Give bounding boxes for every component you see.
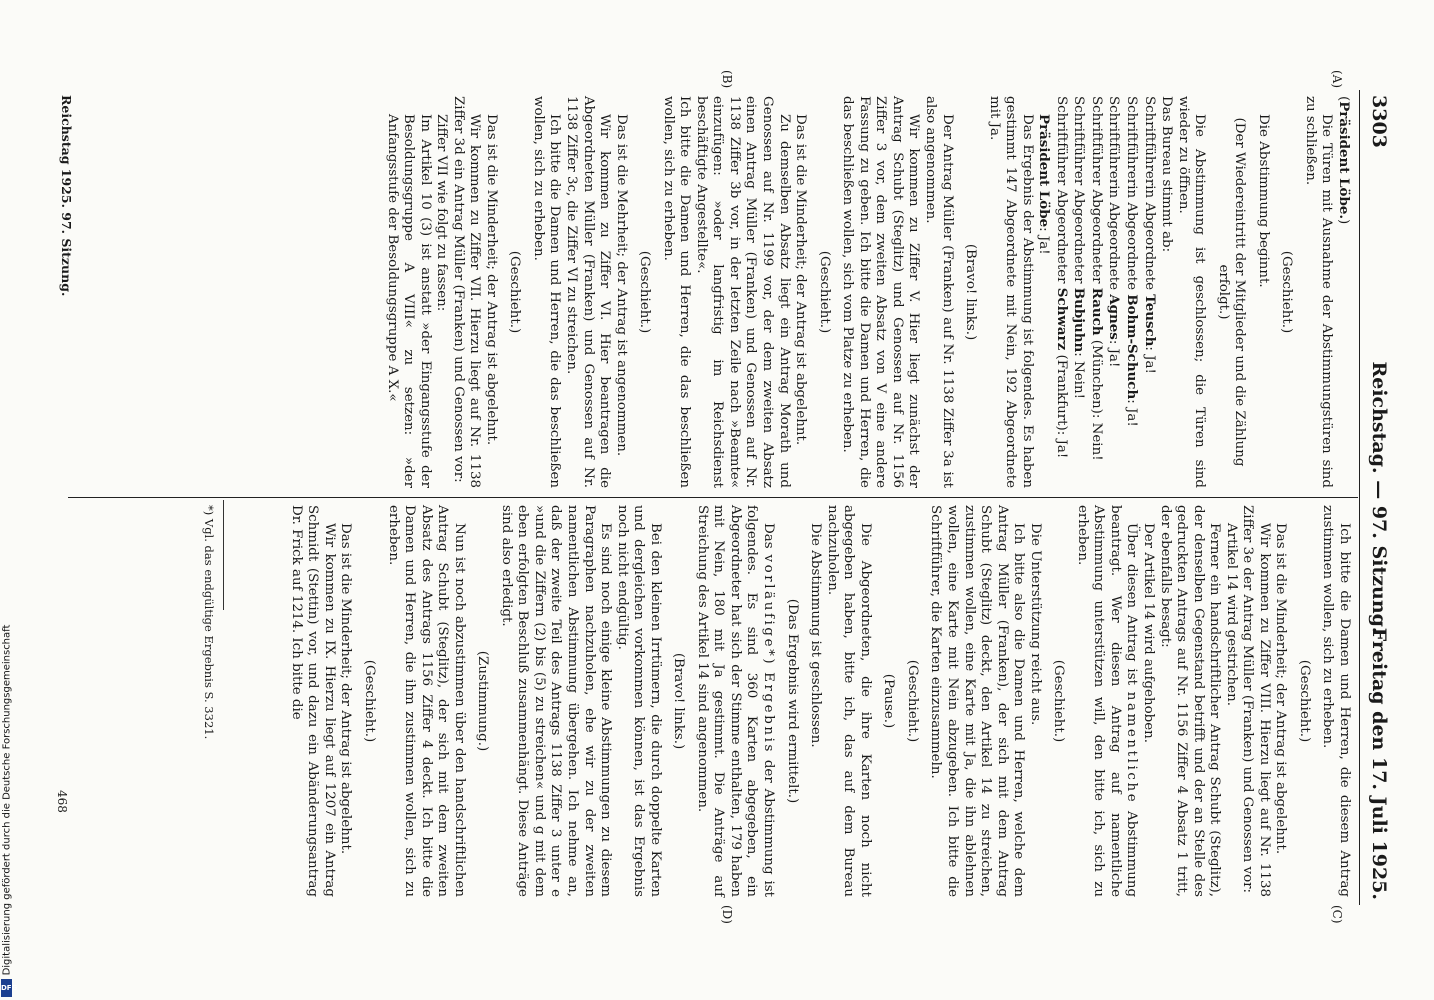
left-paragraph: Wir kommen zu Ziffer V. Hier liegt zunächst der Antrag Schubt (Steglitz) und Genossen auf Nr. 1156 Ziffer 3 vor, dem zweiten Absatz von V eine andere Fassung zu geben. Ich bitte die Damen und Herren, die das beschließen wollen, sich vom Platze zu erheben.: [840, 96, 922, 488]
footer-page-number: 468: [55, 790, 69, 813]
right-paragraph: Nun ist noch abzustimmen über den handschriftlichen Antrag Schubt (Steglitz), der sich mit dem zweiten Absatz des Antrags 1156 Ziffer 4 deckt. Ich bitte die Damen und Herren, die ihm zustimmen wollen, sich zu erheben.: [385, 505, 467, 897]
left-paragraph: (Bravo! links.): [963, 243, 979, 341]
footnote: *) Vgl. das endgültige Ergebnis S. 3321.: [202, 505, 216, 740]
left-paragraph: Der Antrag Müller (Franken) auf Nr. 1138 Ziffer 3a ist also angenommen.: [922, 96, 955, 488]
dfg-credit-strip: [0, 605, 18, 995]
left-paragraph: Im Artikel 10 (3) ist anstatt »der Eingangsstufe der Besoldungsgruppe A VIII« zu setzen: »der Anfangsstufe der Besoldungsgruppe A X.«: [384, 114, 433, 488]
right-paragraph: Die Unterstützung reicht aus.: [1027, 523, 1043, 726]
margin-mark-a: (A): [1330, 70, 1344, 89]
right-paragraph: Artikel 14 wird gestrichen.: [1223, 523, 1239, 706]
left-paragraph: Das ist die Mehrheit; der Antrag ist angenommen.: [613, 114, 629, 457]
right-paragraph: Ferner ein handschriftlicher Antrag Schubt (Steglitz), der denselben Gegenstand betrifft und der an Stelle des gedruckten Antrags auf Nr. 1156 Ziffer 4 Absatz 1 tritt, der ebenfalls besagt:: [1157, 505, 1223, 897]
footer-session: Reichstag 1925. 97. Sitzung.: [59, 95, 74, 297]
dfg-credit-text: Digitalisierung gefördert durch die Deutsche Forschungsgemeinschaft: [1, 624, 13, 976]
right-paragraph: (Zustimmung.): [475, 650, 491, 752]
footnote-rule: [223, 500, 224, 610]
header-rule: [1359, 90, 1360, 905]
header-title: Reichstag. — 97. Sitzung.: [1368, 361, 1390, 634]
right-paragraph: Ich bitte also die Damen und Herren, welche dem Antrag Müller (Franken), der sich mit dem Antrag Schubt (Steglitz) deckt, den Artikel 14 zu streichen, zustimmen wollen, eine Karte mit Ja, die ihn ablehnen wollen, eine Karte mit Nein abzugeben. Ich bitte die Schriftführer, die Karten einzusammeln.: [928, 505, 1027, 897]
left-paragraph: Schriftführerin Abgeordnete Bohm-Schuch: Ja!: [1123, 96, 1140, 427]
left-paragraph: (Geschieht.): [637, 250, 653, 334]
left-paragraph: Das ist die Minderheit; der Antrag ist abgelehnt.: [483, 114, 499, 446]
column-divider: [68, 497, 1358, 498]
header-page-number: 3303: [1368, 95, 1390, 148]
left-paragraph: Das Bureau stimmt ab:: [1159, 96, 1175, 253]
right-paragraph: Die Abstimmung ist geschlossen.: [808, 523, 824, 748]
left-paragraph: Zu demselben Absatz liegt ein Antrag Morath und Genossen auf Nr. 1199 vor, der dem zweiten Absatz einen Antrag Müller (Franken) und Genossen auf Nr. 1138 Ziffer 3b vor, in der letzten Zeile nach »Beamte« einzufügen: »oder langfristig im Reichsdienst beschäftigte Angestellte«.: [693, 96, 792, 488]
left-paragraph: Schriftführer Abgeordneter Schwarz (Frankfurt): Ja!: [1053, 96, 1070, 459]
right-paragraph: (Das Ergebnis wird ermittelt.): [784, 598, 800, 804]
left-paragraph: Das Ergebnis der Abstimmung ist folgendes. Es haben gestimmt 147 Abgeordnete mit Nein, 192 Abgeordnete mit Ja.: [986, 96, 1035, 488]
right-paragraph: (Pause.): [881, 673, 897, 729]
left-paragraph: Die Abstimmung beginnt.: [1255, 114, 1271, 288]
right-paragraph: Der Artikel 14 wird aufgehoben.: [1140, 523, 1156, 744]
right-text-column: [287, 505, 1352, 897]
left-paragraph: Die Türen mit Ausnahme der Abstimmungstüren sind zu schließen.: [1302, 96, 1335, 488]
right-paragraph: Es sind noch einige kleine Abstimmungen zu diesem Paragraphen nachzuholen, ehe wir zu der zweiten namentlichen Abstimmung übergehen. Ich nehme an, daß der zweite Teil des Antrags 1138 Ziffer 3 unter e »und die Ziffern (2) bis (5) zu streichen« und g mit dem eben erfolgten Beschluß zusammenhängt. Diese Anträge sind also erledigt.: [498, 505, 614, 897]
left-text-column: [383, 96, 1352, 488]
right-paragraph: Das ist die Minderheit; der Antrag ist abgelehnt.: [1273, 523, 1289, 855]
left-paragraph: Schriftführerin Abgeordnete Teusch: Ja!: [1141, 96, 1158, 374]
right-paragraph: Wir kommen zu IX. Hierzu liegt auf 1207 ein Antrag Schmidt (Stettin) vor, und dazu ein Abänderungsantrag Dr. Frick auf 1214. Ich bitte die: [288, 505, 337, 897]
right-paragraph: Bei den kleinen Irrtümern, die durch doppelte Karten und dergleichen vorkommen können, ist das Ergebnis noch nicht endgültig.: [614, 505, 663, 897]
left-paragraph: (Präsident Löbe.): [1336, 96, 1352, 225]
left-paragraph: Schriftführer Abgeordneter Rauch (München): Nein!: [1088, 96, 1105, 461]
left-paragraph: Schriftführer Abgeordneter Bubjuhn: Nein!: [1071, 96, 1088, 399]
left-paragraph: (Geschieht.): [816, 250, 832, 334]
right-paragraph: (Bravo! links.): [671, 652, 687, 750]
left-paragraph: (Geschieht.): [507, 250, 523, 334]
right-paragraph: (Geschieht.): [362, 659, 378, 743]
right-paragraph: Das ist die Minderheit; der Antrag ist abgelehnt.: [338, 523, 354, 855]
left-paragraph: Ich bitte die Damen und Herren, die das beschließen wollen, sich zu erheben.: [660, 96, 693, 488]
left-paragraph: Die Abstimmung ist geschlossen; die Türen sind wieder zu öffnen.: [1175, 96, 1208, 488]
left-paragraph: Präsident Löbe: Ja!: [1036, 114, 1053, 255]
right-paragraph: (Geschieht.): [1051, 659, 1067, 743]
right-paragraph: Ich bitte die Damen und Herren, die diesem Antrag zustimmen wollen, sich zu erheben.: [1320, 505, 1352, 897]
left-paragraph: (Der Wiedereintritt der Mitglieder und die Zählung erfolgt.): [1215, 117, 1248, 467]
left-paragraph: Das ist die Minderheit; der Antrag ist abgelehnt.: [793, 114, 809, 446]
margin-mark-c: (C): [1330, 905, 1344, 924]
right-paragraph: Das vorläufige*) Ergebnis der Abstimmung ist folgendes. Es sind 360 Karten abgegeben, ein Abgeordneter hat sich der Stimme enthalten, 179 haben mit Nein, 180 mit Ja gestimmt. Die Anträge auf Streichung des Artikel 14 sind angenommen.: [694, 505, 777, 897]
left-paragraph: Schriftführerin Abgeordnete Agnes: Ja!: [1106, 96, 1123, 368]
left-paragraph: Ich bitte die Damen und Herren, die das beschließen wollen, sich zu erheben.: [530, 96, 563, 488]
left-paragraph: Wir kommen zu Ziffer VI. Hier beantragen die Abgeordneten Müller (Franken) und Genossen auf Nr. 1138 Ziffer 3c, die Ziffer VI zu streichen.: [564, 96, 613, 488]
left-paragraph: Ziffer VII wie folgt zu fassen:: [434, 114, 450, 312]
dfg-logo: DFG: [1, 979, 12, 997]
page-header: [1364, 95, 1394, 900]
right-paragraph: (Geschieht.): [1296, 659, 1312, 743]
margin-mark-d: (D): [720, 905, 734, 924]
header-date: Freitag den 17. Juli 1925.: [1368, 627, 1390, 900]
margin-mark-b: (B): [720, 70, 734, 89]
left-paragraph: Wir kommen zu Ziffer VII. Hierzu liegt auf Nr. 1138 Ziffer 3d ein Antrag Müller (Franken) und Genossen vor:: [450, 96, 483, 488]
right-paragraph: Die Abgeordneten, die ihre Karten noch nicht abgegeben haben, bitte ich, das auf dem Bureau nachzuholen.: [824, 505, 873, 897]
left-paragraph: (Geschieht.): [1279, 250, 1295, 334]
right-paragraph: Über diesen Antrag ist namentliche Abstimmung beantragt. Wer diesen Antrag auf namentliche Abstimmung unterstützen will, den bitte ich, sich zu erheben.: [1074, 505, 1140, 898]
right-paragraph: Wir kommen zu Ziffer VIII. Hierzu liegt auf Nr. 1138 Ziffer 3e der Antrag Müller (Franken) und Genossen vor:: [1240, 505, 1272, 897]
right-paragraph: (Geschieht.): [904, 659, 920, 743]
